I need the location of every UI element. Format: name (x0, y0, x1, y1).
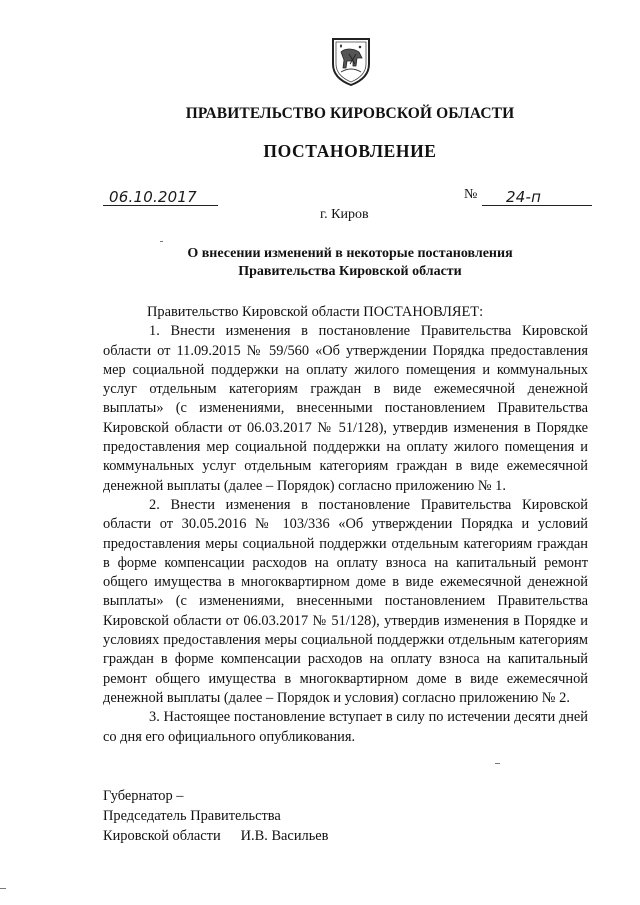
kirov-region-coat-of-arms-icon (329, 36, 373, 86)
document-type: ПОСТАНОВЛЕНИЕ (263, 141, 437, 161)
city: г. Киров (320, 207, 369, 222)
document-subject (0, 245, 640, 281)
number-label: № (464, 187, 478, 202)
number-field (482, 183, 592, 206)
paragraph-1: 1. Внести изменения в постановление Правительства Кировской области от 11.09.2015 № 59/560 «Об утверждении Порядка предоставления мер социальной поддержки на оплату жилого помещения и коммунальных услуг отдельным категориям граждан в виде ежемесячной денежной выплаты» (с изменениями, внесенными постановлением Правительства Кировской области от 06.03.2017 № 51/128), утвердив изменения в Порядке предоставления мер социальной поддержки на оплату жилого помещения и коммунальных услуг отдельным категориям граждан в виде ежемесячной денежной выплаты (далее – Порядок) согласно приложению № 1. (103, 323, 588, 494)
subject-line-2: Правительства Кировской области (238, 264, 462, 279)
signature-block (103, 786, 328, 846)
organization-title: ПРАВИТЕЛЬСТВО КИРОВСКОЙ ОБЛАСТИ (185, 105, 515, 122)
signer-title-2: Председатель Правительства (103, 808, 281, 824)
paragraph-2: 2. Внести изменения в постановление Правительства Кировской области от 30.05.2016 № 103/336 «Об утверждении Порядка и условий предоставления меры социальной поддержки отдельным категориям граждан в форме компенсации расходов на оплату взноса на капитальный ремонт общего имущества в многоквартирном доме в виде ежемесячной денежной выплаты» (с изменениями, внесенными постановлением Правительства Кировской области от 06.03.2017 № 51/128), утвердив изменения в Порядке и условиях предоставления меры социальной поддержки отдельным категориям граждан в форме компенсации расходов на оплату взноса на капитальный ремонт общего имущества в многоквартирном доме в виде ежемесячной денежной выплаты (далее – Порядок и условия) согласно приложению № 2. (103, 496, 588, 706)
document-number: 24-п (506, 188, 542, 206)
document-body (103, 303, 588, 747)
signer-title-3: Кировской области (103, 828, 221, 844)
scan-artifact (0, 888, 6, 889)
signer-name: И.В. Васильев (240, 828, 329, 844)
scan-artifact (160, 241, 163, 242)
signer-title-3-row (103, 826, 328, 846)
document-date: 06.10.2017 (109, 188, 197, 206)
signer-title-1: Губернатор – (103, 788, 184, 804)
date-field (103, 183, 218, 206)
scan-artifact (495, 763, 500, 764)
paragraph-3: 3. Настоящее постановление вступает в силу по истечении десяти дней со дня его официального опубликования. (103, 709, 588, 745)
preamble: Правительство Кировской области ПОСТАНОВЛЯЕТ: (147, 304, 484, 320)
subject-line-1: О внесении изменений в некоторые постановления (187, 246, 513, 261)
